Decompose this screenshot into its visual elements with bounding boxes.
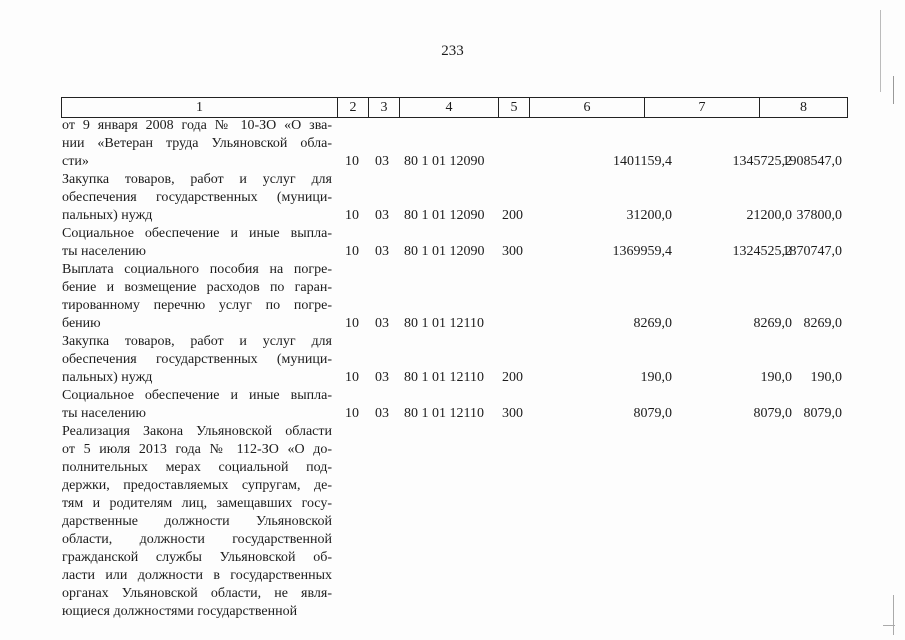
description-line: Социальное обеспечение и иные выпла- [62, 226, 332, 241]
scan-edge-mark [893, 76, 894, 104]
description-line: тированному перечню услуг по погре- [62, 298, 332, 313]
cell-amount-2: 1324525,2 [732, 244, 792, 259]
cell-amount-3: 37800,0 [796, 208, 842, 223]
header-cell-3: 3 [368, 98, 399, 117]
cell-expense-type: 200 [502, 370, 523, 385]
header-cell-5: 5 [498, 98, 529, 117]
cell-amount-2: 21200,0 [746, 208, 792, 223]
scan-edge-mark [883, 625, 895, 626]
cell-target-article: 80 1 01 12110 [404, 316, 484, 331]
cell-target-article: 80 1 01 12090 [404, 244, 485, 259]
cell-target-article: 80 1 01 12110 [404, 406, 484, 421]
scan-edge-mark [893, 595, 894, 635]
cell-razdel: 10 [345, 370, 359, 385]
description-line: сти» [62, 154, 89, 169]
cell-amount-1: 31200,0 [626, 208, 672, 223]
cell-target-article: 80 1 01 12090 [404, 208, 485, 223]
description-line: ты населению [62, 244, 146, 259]
page-number: 233 [441, 43, 464, 59]
cell-expense-type: 300 [502, 244, 523, 259]
description-line: обеспечения государственных (муници- [62, 190, 332, 205]
description-line: нии «Ветеран труда Ульяновской обла- [62, 136, 332, 151]
description-line: бению [62, 316, 101, 331]
description-line: пальных) нужд [62, 370, 153, 385]
cell-amount-1: 8079,0 [633, 406, 672, 421]
row-description [62, 117, 332, 171]
row-description [62, 171, 332, 225]
description-line: ты населению [62, 406, 146, 421]
row-description [62, 261, 332, 333]
cell-target-article: 80 1 01 12110 [404, 370, 484, 385]
cell-razdel: 10 [345, 406, 359, 421]
cell-podrazdel: 03 [375, 208, 389, 223]
cell-podrazdel: 03 [375, 370, 389, 385]
cell-amount-3: 1870747,0 [782, 244, 842, 259]
cell-amount-2: 8269,0 [753, 316, 792, 331]
description-line: Реализация Закона Ульяновской области [62, 424, 332, 439]
cell-razdel: 10 [345, 208, 359, 223]
header-cell-4: 4 [399, 98, 498, 117]
cell-expense-type: 200 [502, 208, 523, 223]
description-line: обеспечения государственных (муници- [62, 352, 332, 367]
cell-amount-3: 190,0 [810, 370, 842, 385]
cell-amount-3: 8079,0 [803, 406, 842, 421]
cell-amount-1: 1401159,4 [613, 154, 672, 169]
table-header [61, 97, 848, 118]
cell-amount-2: 1345725,2 [732, 154, 792, 169]
header-cell-7: 7 [644, 98, 759, 117]
description-line: дарственные должности Ульяновской [62, 514, 332, 529]
cell-expense-type: 300 [502, 406, 523, 421]
cell-razdel: 10 [345, 154, 359, 169]
cell-razdel: 10 [345, 244, 359, 259]
description-line: полнительных мерах социальной под- [62, 460, 332, 475]
row-description [62, 387, 332, 423]
description-line: органах Ульяновской области, не явля- [62, 586, 332, 601]
header-cell-2: 2 [337, 98, 368, 117]
description-line: Социальное обеспечение и иные выпла- [62, 388, 332, 403]
header-cell-8: 8 [759, 98, 847, 117]
cell-podrazdel: 03 [375, 316, 389, 331]
description-line: ласти или должности в государственных [62, 568, 332, 583]
description-line: области, должности государственной [62, 532, 332, 547]
description-line: бение и возмещение расходов по гаран- [62, 280, 332, 295]
description-line: Закупка товаров, работ и услуг для [62, 172, 332, 187]
cell-amount-3: 1908547,0 [782, 154, 842, 169]
cell-amount-1: 8269,0 [633, 316, 672, 331]
cell-amount-3: 8269,0 [803, 316, 842, 331]
cell-amount-1: 1369959,4 [612, 244, 672, 259]
header-cell-6: 6 [529, 98, 644, 117]
description-line: Закупка товаров, работ и услуг для [62, 334, 332, 349]
cell-podrazdel: 03 [375, 244, 389, 259]
cell-razdel: 10 [345, 316, 359, 331]
description-line: от 5 июля 2013 года № 112-ЗО «О до- [62, 442, 332, 457]
cell-podrazdel: 03 [375, 154, 389, 169]
cell-podrazdel: 03 [375, 406, 389, 421]
description-line: держки, предоставляемых супругам, де- [62, 478, 332, 493]
cell-amount-2: 190,0 [760, 370, 792, 385]
header-cell-1: 1 [196, 100, 203, 115]
row-description [62, 423, 332, 621]
description-line: гражданской службы Ульяновской об- [62, 550, 332, 565]
row-description [62, 225, 332, 261]
description-line: Выплата социального пособия на погре- [62, 262, 332, 277]
cell-amount-1: 190,0 [640, 370, 672, 385]
description-line: тям и родителям лиц, замещавших госу- [62, 496, 332, 511]
cell-target-article: 80 1 01 12090 [404, 154, 485, 169]
description-line: пальных) нужд [62, 208, 153, 223]
cell-amount-2: 8079,0 [753, 406, 792, 421]
description-line: от 9 января 2008 года № 10-ЗО «О зва- [62, 118, 332, 133]
row-description [62, 333, 332, 387]
description-line: ющиеся должностями государственной [62, 604, 298, 619]
